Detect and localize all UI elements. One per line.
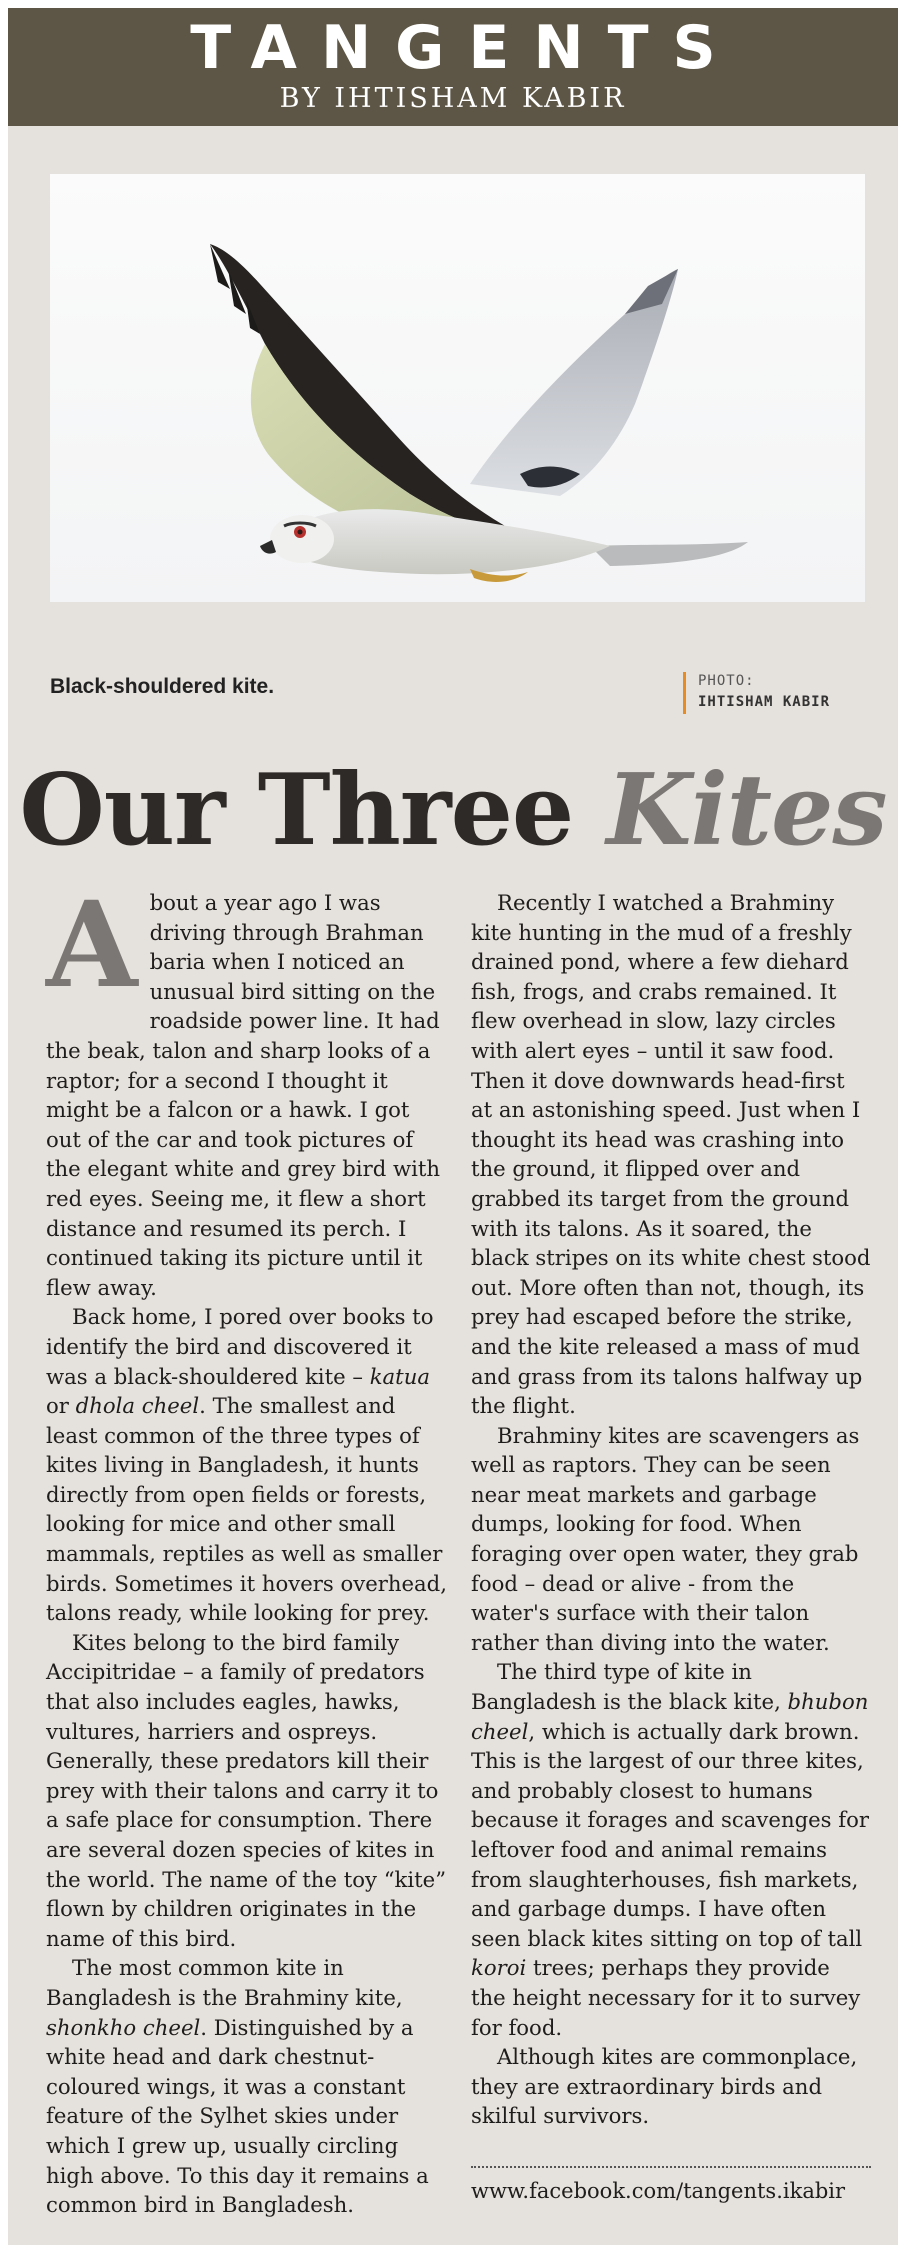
paragraph xyxy=(471,1421,871,1658)
paragraph-text: . Distinguished by a white head and dark chestnut-coloured wings, it was a constant feature of the Sylhet skies under which I grew up, usually circling high above. To this day it remains a common bird in Bangladesh. xyxy=(46,2014,429,2218)
paragraph xyxy=(471,888,871,1421)
paragraph-text: The most common kite in Bangladesh is the Brahminy kite, xyxy=(46,1955,403,2010)
article-column-right xyxy=(471,888,871,2131)
paragraph xyxy=(471,1657,871,2042)
paragraph-text: bout a year ago I was driving through Brahman baria when I noticed an unusual bird sitting on the roadside power line. It had the beak, talon and sharp looks of a raptor; for a second I thought it might be a falcon or a hawk. I got out of the car and took pictures of the elegant white and grey bird with red eyes. Seeing me, it flew a short distance and resumed its perch. I continued taking its picture until it flew away. xyxy=(46,890,441,1300)
paragraph xyxy=(46,1953,451,2219)
byline: BY IHTISHAM KABIR xyxy=(279,83,627,114)
paragraph-text: Brahminy kites are scavengers as well as raptors. They can be seen near meat markets and garbage dumps, looking for food. When foraging over open water, they grab food – dead or alive - from the water's surface with their talon rather than diving into the water. xyxy=(471,1422,860,1655)
photo-caption: Black-shouldered kite. xyxy=(50,675,275,698)
facebook-link[interactable]: www.facebook.com/tangents.ikabir xyxy=(471,2179,846,2203)
paragraph-text: trees; perhaps they provide the height necessary for it to survey for food. xyxy=(471,1955,861,2040)
newspaper-page xyxy=(8,8,898,2245)
kite-photo xyxy=(50,174,865,602)
article-column-left xyxy=(46,875,451,2220)
bengali-name: katua xyxy=(369,1363,430,1389)
paragraph xyxy=(46,875,451,1302)
credit-divider xyxy=(683,672,686,714)
paragraph-text: Recently I watched a Brahminy kite hunting in the mud of a freshly drained pond, where a few diehard fish, frogs, and crabs remained. It flew overhead in slow, lazy circles with alert eyes – until it saw food. Then it dove downwards head-first at an astonishing speed. Just when I thought its head was crashing into the ground, it flipped over and grabbed its target from the ground with its talons. As it soared, the black stripes on its white chest stood out. More often than not, though, its prey had escaped before the strike, and the kite released a mass of mud and grass from its talons halfway up the flight. xyxy=(471,890,871,1419)
paragraph-text: Back home, I pored over books to identify the bird and discovered it was a black-shouldered kite – xyxy=(46,1304,434,1389)
paragraph-text: . The smallest and least common of the three types of kites living in Bangladesh, it hunts directly from open fields or forests, looking for mice and other small mammals, reptiles as well as smaller birds. Sometimes it hovers overhead, talons ready, while looking for prey. xyxy=(46,1393,447,1626)
bengali-name: shonkho cheel xyxy=(46,2014,201,2040)
headline xyxy=(8,753,898,868)
paragraph-text: Although kites are commonplace, they are extraordinary birds and skilful survivors. xyxy=(471,2044,858,2129)
bengali-name: koroi xyxy=(471,1955,527,1981)
bengali-name: bhubon cheel xyxy=(471,1689,869,1744)
photo-credit-name: IHTISHAM KABIR xyxy=(698,694,831,710)
paragraph xyxy=(46,1302,451,1628)
masthead xyxy=(8,8,898,126)
paragraph-text: , which is actually dark brown. This is the largest of our three kites, and probably closest to humans because it forages and scavenges for leftover food and animal remains from slaughterhouses, fish markets, and garbage dumps. I have often seen black kites sitting on top of tall xyxy=(471,1718,870,1951)
paragraph xyxy=(46,1628,451,1954)
paragraph xyxy=(471,2042,871,2131)
drop-cap: A xyxy=(46,875,138,1014)
photo-credit-label: PHOTO: xyxy=(698,673,755,689)
column-title: TANGENTS xyxy=(190,13,740,83)
paragraph-text: Kites belong to the bird family Accipitridae – a family of predators that also includes eagles, hawks, vultures, harriers and ospreys. Generally, these predators kill their prey with their talons and carry it to a safe place for consumption. There are several dozen species of kites in the world. The name of the toy “kite” flown by children originates in the name of this bird. xyxy=(46,1629,447,1951)
paragraph-text: or xyxy=(46,1393,76,1419)
headline-accent: Kites xyxy=(606,753,887,868)
dotted-divider xyxy=(471,2166,871,2168)
kite-bird-illustration xyxy=(50,174,865,602)
headline-main: Our Three xyxy=(19,753,574,868)
paragraph-text: The third type of kite in Bangladesh is the black kite, xyxy=(471,1659,788,1715)
bengali-name: dhola cheel xyxy=(75,1393,200,1419)
